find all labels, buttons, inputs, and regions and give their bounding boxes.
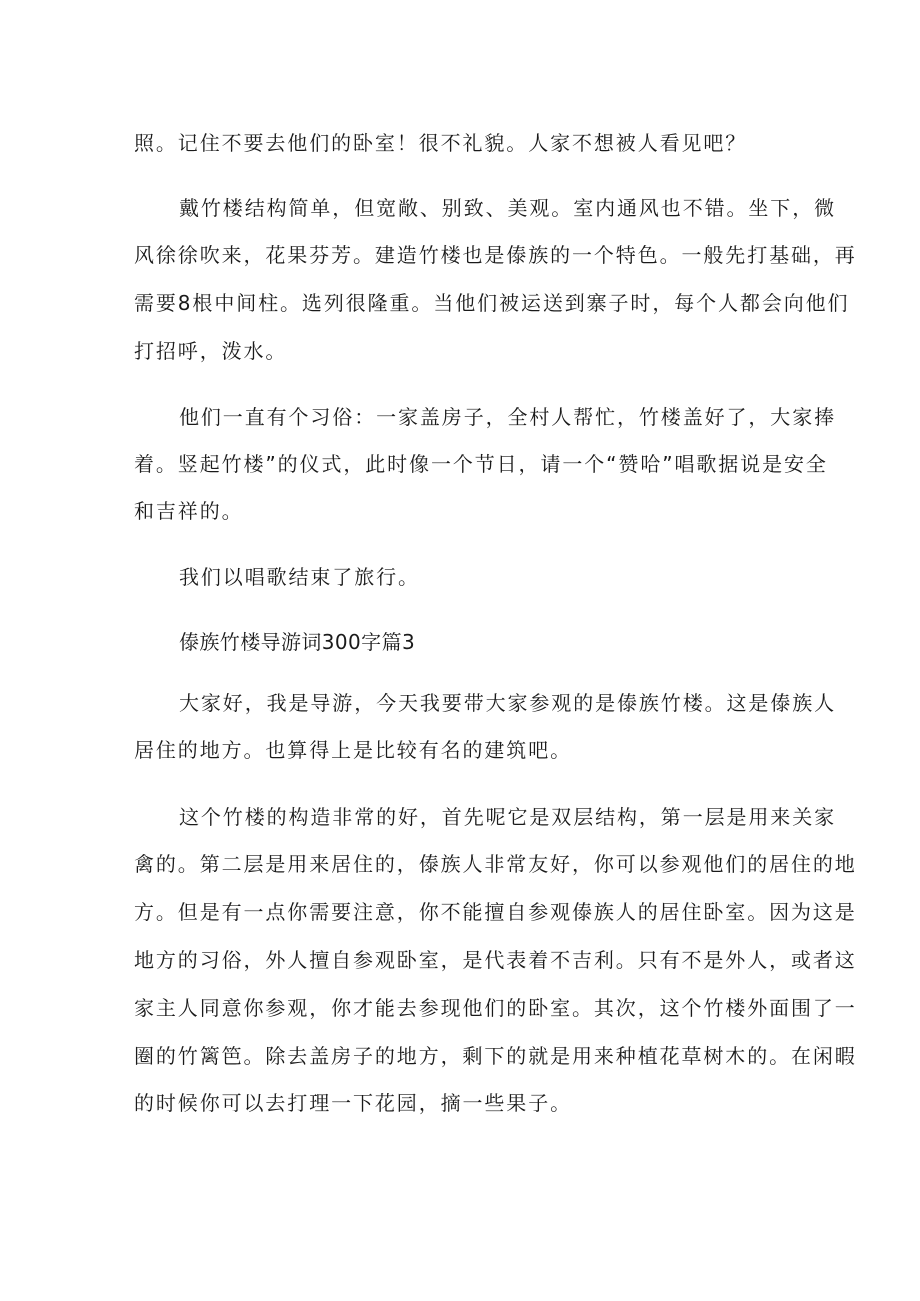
paragraph-2-line-1: 戴竹楼结构简单，但宽敞、别致、美观。室内通风也不错。坐下，微	[179, 196, 836, 220]
paragraph-3-line-1: 他们一直有个习俗：一家盖房子，全村人帮忙，竹楼盖好了，大家捧	[179, 405, 836, 429]
paragraph-6-line-5: 家主人同意你参观，你才能去参现他们的卧室。其次，这个竹楼外面围了一	[134, 996, 857, 1020]
paragraph-5-line-2: 居住的地方。也算得上是比较有名的建筑吧。	[134, 738, 572, 762]
paragraph-6-line-2: 禽的。第二层是用来居住的，傣族人非常友好，你可以参观他们的居住的地	[134, 852, 857, 876]
paragraph-2-line-3: 需要8根中间柱。选列很隆重。当他们被运送到寨子时，每个人都会向他们	[134, 291, 850, 315]
paragraph-3-line-2: 着。竖起竹楼”的仪式，此时像一个节日，请一个“赞哈”唱歌据说是安全	[134, 452, 828, 476]
paragraph-2-line-4: 打招呼，泼水。	[134, 339, 288, 363]
paragraph-6-line-4: 地方的习俗，外人擅自参观卧室，是代表着不吉利。只有不是外人，或者这	[134, 948, 857, 972]
paragraph-2-line-2: 风徐徐吹来，花果芬芳。建造竹楼也是傣族的一个特色。一般先打基础，再	[134, 243, 857, 267]
paragraph-6-line-1: 这个竹楼的构造非常的好，首先呢它是双层结构，第一层是用来关家	[179, 805, 836, 829]
section-heading: 傣族竹楼导游词300字篇3	[179, 630, 416, 654]
paragraph-6-line-6: 圈的竹篱笆。除去盖房子的地方，剩下的就是用来种植花草树木的。在闲暇	[134, 1044, 857, 1068]
paragraph-3-line-3: 和吉祥的。	[134, 499, 244, 523]
paragraph-6-line-7: 的时候你可以去打理一下花园，摘一些果子。	[134, 1091, 572, 1115]
paragraph-5-line-1: 大家好，我是导游，今天我要带大家参观的是傣族竹楼。这是傣族人	[179, 691, 836, 715]
paragraph-6-line-3: 方。但是有一点你需要注意，你不能擅自参观傣族人的居住卧室。因为这是	[134, 900, 857, 924]
paragraph-1-line-1: 照。记住不要去他们的卧室！很不礼貌。人家不想被人看见吧？	[134, 131, 748, 155]
paragraph-4-line-1: 我们以唱歌结束了旅行。	[179, 565, 420, 589]
